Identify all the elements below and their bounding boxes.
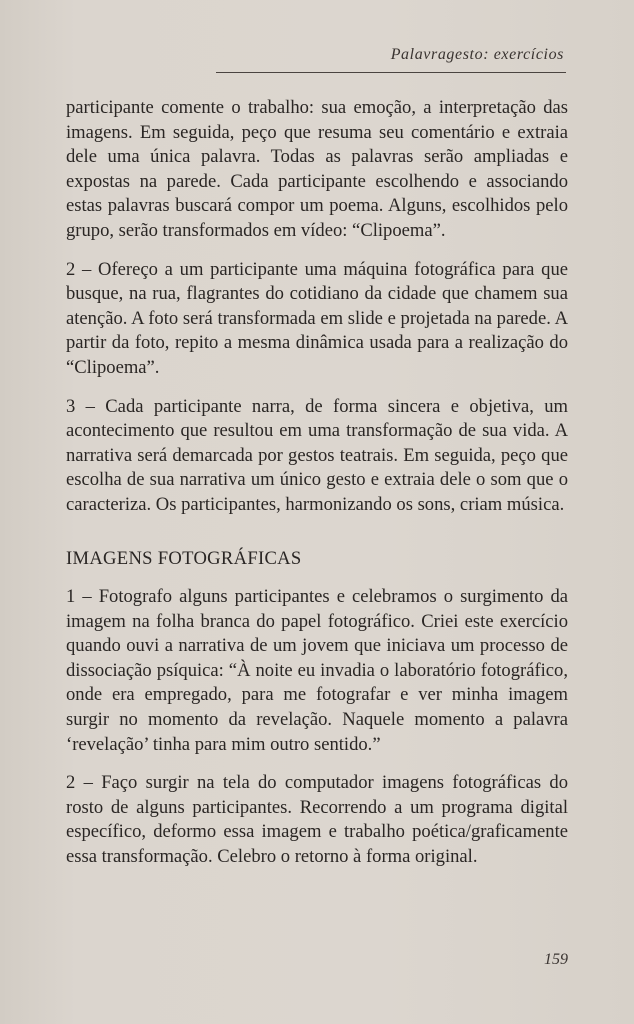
running-header xyxy=(216,46,566,73)
running-title: Palavragesto: exercícios xyxy=(390,46,564,63)
body-text xyxy=(66,96,568,870)
exercise-3-paragraph: 3 – Cada participante narra, de forma sincera e objetiva, um acontecimento que resultou em uma transformação de sua vida. A narrativa será demarcada por gestos teatrais. Em seguida, peço que escolha de sua narrativa um único gesto e extraia dele o som que o caracteriza. Os participantes, harmonizando os sons, criam música. xyxy=(66,395,568,515)
page-number: 159 xyxy=(544,951,568,968)
photo-exercise-1-paragraph: 1 – Fotografo alguns participantes e celebramos o surgimento da imagem na folha branca do papel fotográfico. Criei este exercício quando ouvi a narrativa de um jovem que iniciava um processo de dissociação psíquica: “À noite eu invadia o laboratório fotográfico, onde era empregado, para me fotografar e ver minha imagem surgir no momento da revelação. Naquele momento a palavra ‘revelação’ tinha para mim outro sentido.” xyxy=(66,586,568,755)
section-heading: IMAGENS FOTOGRÁFICAS xyxy=(66,547,302,569)
exercise-2-paragraph: 2 – Ofereço a um participante uma máquina fotográfica para que busque, na rua, flagrantes do cotidiano da cidade que chamem sua atenção. A foto será transformada em slide e projetada na parede. A partir da foto, repito a mesma dinâmica usada para a realização do “Clipoema”. xyxy=(66,258,568,378)
photo-exercise-2-paragraph: 2 – Faço surgir na tela do computador imagens fotográficas do rosto de alguns participantes. Recorrendo a um programa digital específico, deformo essa imagem e trabalho poética/graficamente essa transformação. Celebro o retorno à forma original. xyxy=(66,772,568,868)
paragraph-continued: participante comente o trabalho: sua emoção, a interpretação das imagens. Em seguida, peço que resuma seu comentário e extraia dele uma única palavra. Todas as palavras serão ampliadas e expostas na parede. Cada participante escolhendo e associando estas palavras buscará compor um poema. Alguns, escolhidos pelo grupo, serão transformados em vídeo: “Clipoema”. xyxy=(66,97,568,241)
